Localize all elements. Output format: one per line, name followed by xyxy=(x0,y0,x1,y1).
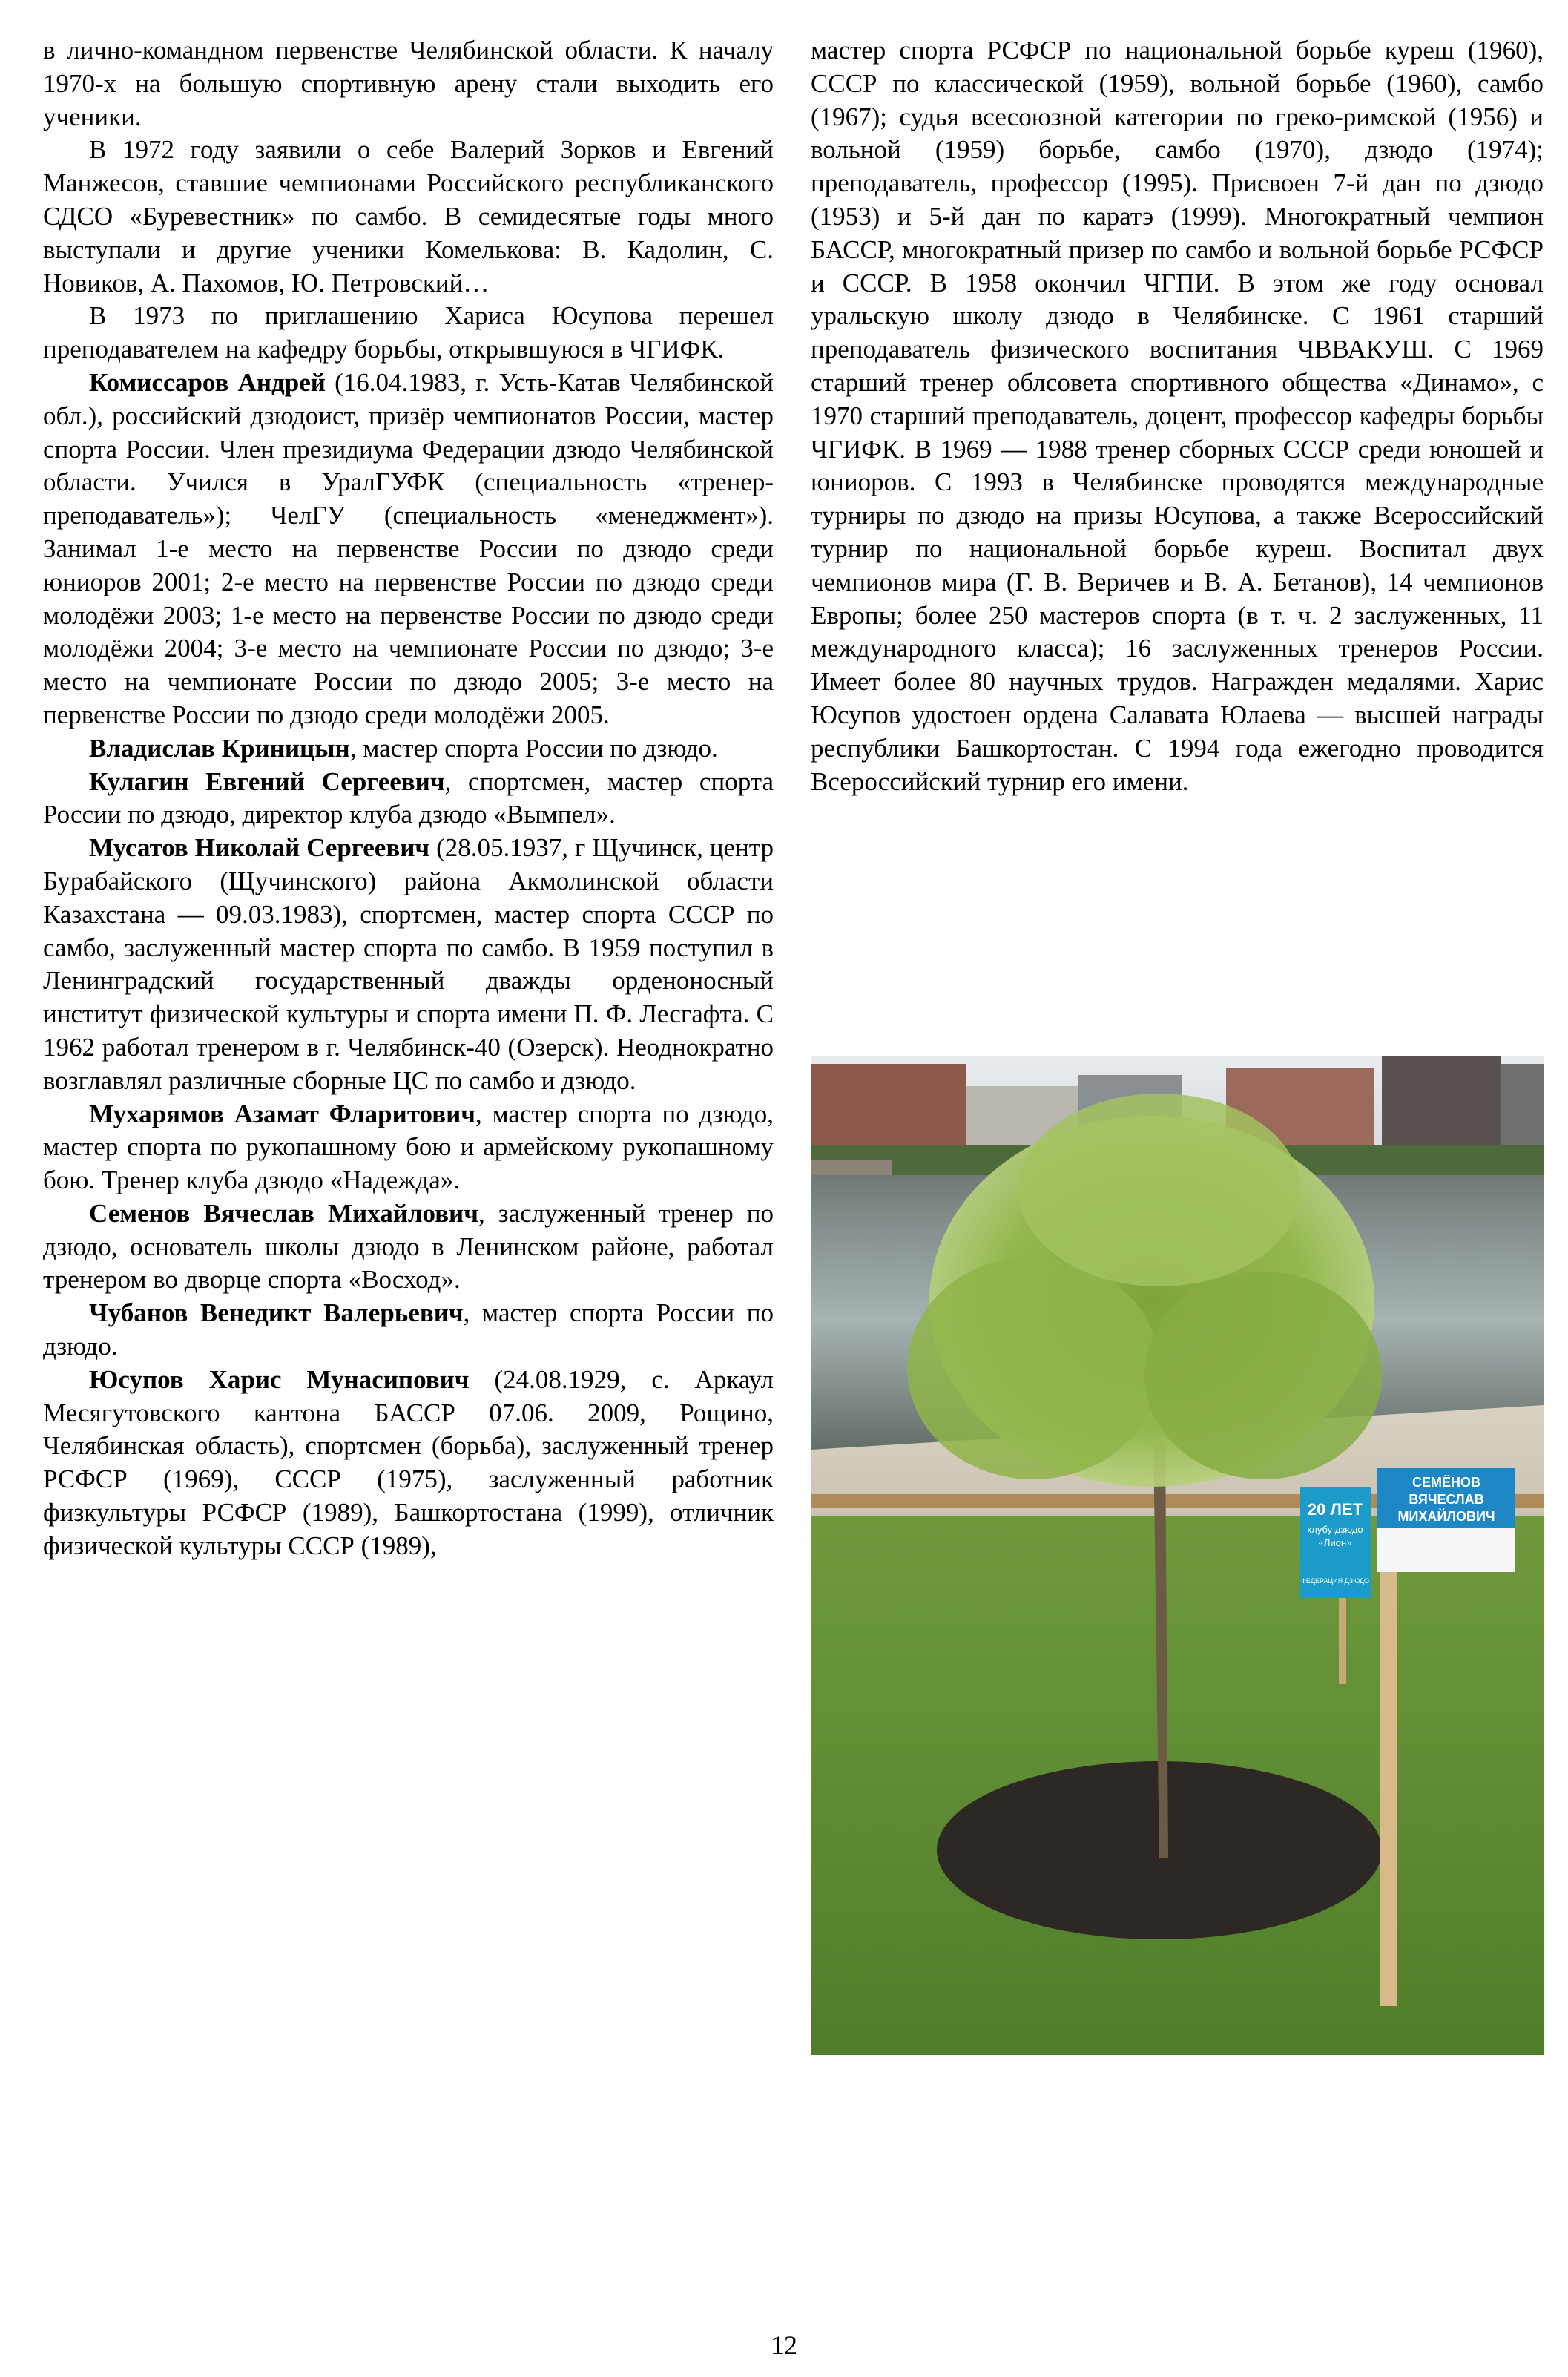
entry-name: Кулагин Евгений Сергеевич xyxy=(89,766,445,796)
anniversary-sign-line: клубу дзюдо xyxy=(1307,1524,1363,1535)
entry-text: , мастер спорта по дзюдо, мастер спорта по рукопашному бою и армейскому рукопашному бою. Тренер клуба дзюдо «Надежда». xyxy=(43,1099,774,1195)
entry-name: Юсупов Харис Мунасипович xyxy=(89,1364,470,1394)
tree-crown-part xyxy=(1018,1094,1300,1286)
entry-text: , заслуженный тренер по дзюдо, основатель школы дзюдо в Ленинском районе, работал тренером во дворце спорта «Восход». xyxy=(43,1198,774,1295)
anniversary-sign-title: 20 ЛЕТ xyxy=(1307,1500,1363,1519)
paragraph-1973: В 1973 по приглашению Хариса Юсупова перешел преподавателем на кафедру борьбы, открывшуюся в ЧГИФК. xyxy=(43,301,774,364)
left-text-column xyxy=(43,34,774,1563)
entry-semenov xyxy=(43,1197,774,1297)
right-text-column xyxy=(811,34,1544,798)
entry-text: , мастер спорта России по дзюдо. xyxy=(43,1298,774,1361)
tree-photo xyxy=(811,1056,1544,2055)
tree-crown-part xyxy=(907,1257,1159,1479)
entry-text: (28.05.1937, г Щучинск, центр Бурабайского (Щучинского) района Акмолинской области Казахстана — 09.03.1983), спортсмен, мастер спорта СССР по самбо, заслуженный мастер спорта по самбо. В 1959 поступил в Ленинградский государственный дважды орденоносный институт физической культуры и спорта имени П. Ф. Лесгафта. С 1962 работал тренером в г. Челябинск-40 (Озерск). Неоднократно возглавлял различные сборные ЦС по самбо и дзюдо. xyxy=(43,833,774,1095)
entry-name: Комиссаров Андрей xyxy=(89,367,326,397)
tree-photo-illustration xyxy=(811,1056,1544,2055)
entry-name: Мусатов Николай Сергеевич xyxy=(89,833,430,863)
name-sign-line: ВЯЧЕСЛАВ xyxy=(1409,1492,1484,1507)
entry-text: , спортсмен, мастер спорта России по дзюдо, директор клуба дзюдо «Вымпел». xyxy=(43,766,774,829)
entry-yusupov xyxy=(43,1364,774,1563)
entry-krinitsyn xyxy=(43,732,774,766)
entry-name: Семенов Вячеслав Михайлович xyxy=(89,1198,478,1228)
entry-text: (24.08.1929, с. Аркаул Месягутовского кантона БАССР 07.06. 2009, Рощино, Челябинская область), спортсмен (борьба), заслуженный тренер РСФСР (1969), СССР (1975), заслуженный работник физкультуры РСФСР (1989), Башкортостана (1999), отличник физической культуры СССР (1989), xyxy=(43,1364,774,1560)
entry-text: , мастер спорта России по дзюдо. xyxy=(349,733,718,763)
page-number: 12 xyxy=(771,2330,797,2360)
paragraph-continuation: в лично-командном первенстве Челябинской области. К началу 1970-х на большую спортивную арену стали выходить его ученики. xyxy=(43,36,774,131)
name-sign xyxy=(1377,1468,1515,1572)
entry-text: (16.04.1983, г. Усть-Катав Челябинской обл.), российский дзюдоист, призёр чемпионатов России, мастер спорта России. Член президиума Федерации дзюдо Челябинской области. Учился в УралГУФК (специальность «тренер-преподаватель»); ЧелГУ (специальность «менеджмент»). Занимал 1-е место на первенстве России по дзюдо среди юниоров 2001; 2-е место на первенстве России по дзюдо среди молодёжи 2003; 1-е место на первенстве России по дзюдо среди молодёжи 2004; 3-е место на чемпионате России по дзюдо; 3-е место на чемпионате России по дзюдо 2005; 3-е место на первенстве России по дзюдо среди молодёжи 2005. xyxy=(43,367,774,729)
entry-name: Владислав Криницын xyxy=(89,733,350,763)
entry-chubanov xyxy=(43,1297,774,1364)
paragraph-1972: В 1972 году заявили о себе Валерий Зорков и Евгений Манжесов, ставшие чемпионами Российского республиканского СДСО «Буревестник» по самбо. В семидесятые годы много выступали и другие ученики Комелькова: В. Кадолин, С. Новиков, А. Пахомов, Ю. Петровский… xyxy=(43,135,774,297)
entry-komissarov xyxy=(43,366,774,732)
building-right xyxy=(1382,1056,1501,1160)
entry-name: Мухарямов Азамат Фларитович xyxy=(89,1099,475,1128)
entry-kulagin xyxy=(43,766,774,832)
name-sign-line: СЕМЁНОВ xyxy=(1411,1475,1481,1490)
entry-mukharyamov xyxy=(43,1098,774,1197)
anniversary-sign-footer: ФЕДЕРАЦИЯ ДЗЮДО xyxy=(1301,1577,1369,1585)
entry-musatov xyxy=(43,832,774,1097)
anniversary-sign xyxy=(1300,1487,1371,1598)
anniversary-sign-line: «Лион» xyxy=(1318,1537,1352,1548)
entry-name: Чубанов Венедикт Валерьевич xyxy=(89,1298,464,1328)
name-sign-line: МИХАЙЛОВИЧ xyxy=(1397,1509,1495,1524)
paragraph-yusupov-continuation: мастер спорта РСФСР по национальной борьбе куреш (1960), СССР по классической (1959), вольной борьбе (1960), самбо (1967); судья всесоюзной категории по греко-римской (1956) и вольной (1959) борьбе, самбо (1970), дзюдо (1974); преподаватель, профессор (1995). Присвоен 7-й дан по дзюдо (1953) и 5-й дан по каратэ (1999). Многократный чемпион БАССР, многократный призер по самбо и вольной борьбе РСФСР и СССР. В 1958 окончил ЧГПИ. В этом же году основал уральскую школу дзюдо в Челябинске. С 1961 старший преподаватель физического воспитания ЧВВАКУШ. С 1969 старший тренер облсовета спортивного общества «Динамо», с 1970 старший преподаватель, доцент, профессор кафедры борьбы ЧГИФК. В 1969 — 1988 тренер сборных СССР среди юношей и юниоров. С 1993 в Челябинске проводятся международные турниры по дзюдо на призы Юсупова, а также Всероссийский турнир по национальной борьбе куреш. Воспитал двух чемпионов мира (Г. В. Веричев и В. А. Бетанов), 14 чемпионов Европы; более 250 мастеров спорта (в т. ч. 2 заслуженных, 11 международного класса); 16 заслуженных тренеров России. Имеет более 80 научных трудов. Награжден медалями. Харис Юсупов удостоен ордена Салавата Юлаева — высшей награды республики Башкортостан. С 1994 года ежегодно проводится Всероссийский турнир его имени. xyxy=(811,36,1544,796)
tree-crown-part xyxy=(1144,1272,1382,1479)
